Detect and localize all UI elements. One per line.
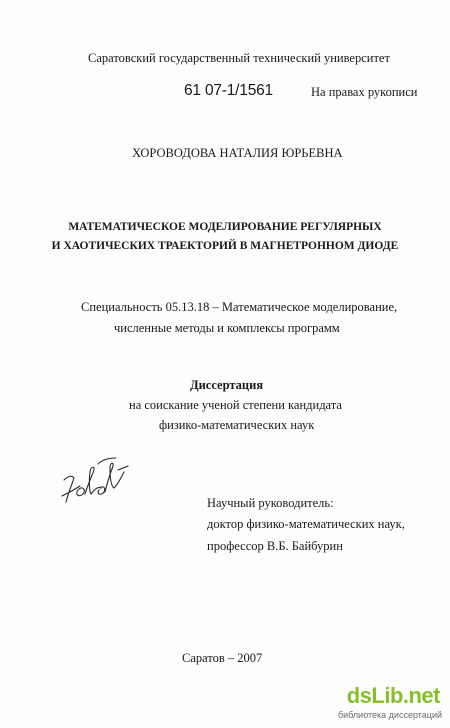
advisor-name: профессор В.Б. Байбурин — [207, 539, 343, 553]
degree-line-1: на соискание ученой степени кандидата — [129, 398, 342, 412]
specialty-line-1: Специальность 05.13.18 – Математическое моделирование, — [81, 300, 398, 314]
advisor-degree: доктор физико-математических наук, — [207, 517, 405, 531]
thesis-title-line-2: И ХАОТИЧЕСКИХ ТРАЕКТОРИЙ В МАГНЕТРОННОМ ДИОДЕ — [51, 240, 399, 252]
document-number: 61 07-1/1561 — [184, 82, 273, 99]
specialty-line-2: численные методы и комплексы программ — [114, 321, 340, 335]
dslib-watermark[interactable] — [324, 683, 446, 725]
advisor-label: Научный руководитель: — [207, 496, 334, 510]
dissertation-heading: Диссертация — [190, 378, 264, 392]
city-year: Саратов – 2007 — [182, 651, 263, 665]
watermark-subtitle: библиотека диссертаций — [337, 710, 442, 720]
university-name: Саратовский государственный технический университет — [88, 51, 390, 65]
handwritten-signature — [58, 450, 132, 512]
degree-line-2: физико-математических наук — [159, 418, 315, 432]
watermark-brand: dsLib.net — [346, 683, 440, 708]
author-name: ХОРОВОДОВА НАТАЛИЯ ЮРЬЕВНА — [132, 146, 343, 160]
thesis-title-line-1: МАТЕМАТИЧЕСКОЕ МОДЕЛИРОВАНИЕ РЕГУЛЯРНЫХ — [68, 221, 382, 233]
manuscript-note: На правах рукописи — [311, 85, 418, 99]
